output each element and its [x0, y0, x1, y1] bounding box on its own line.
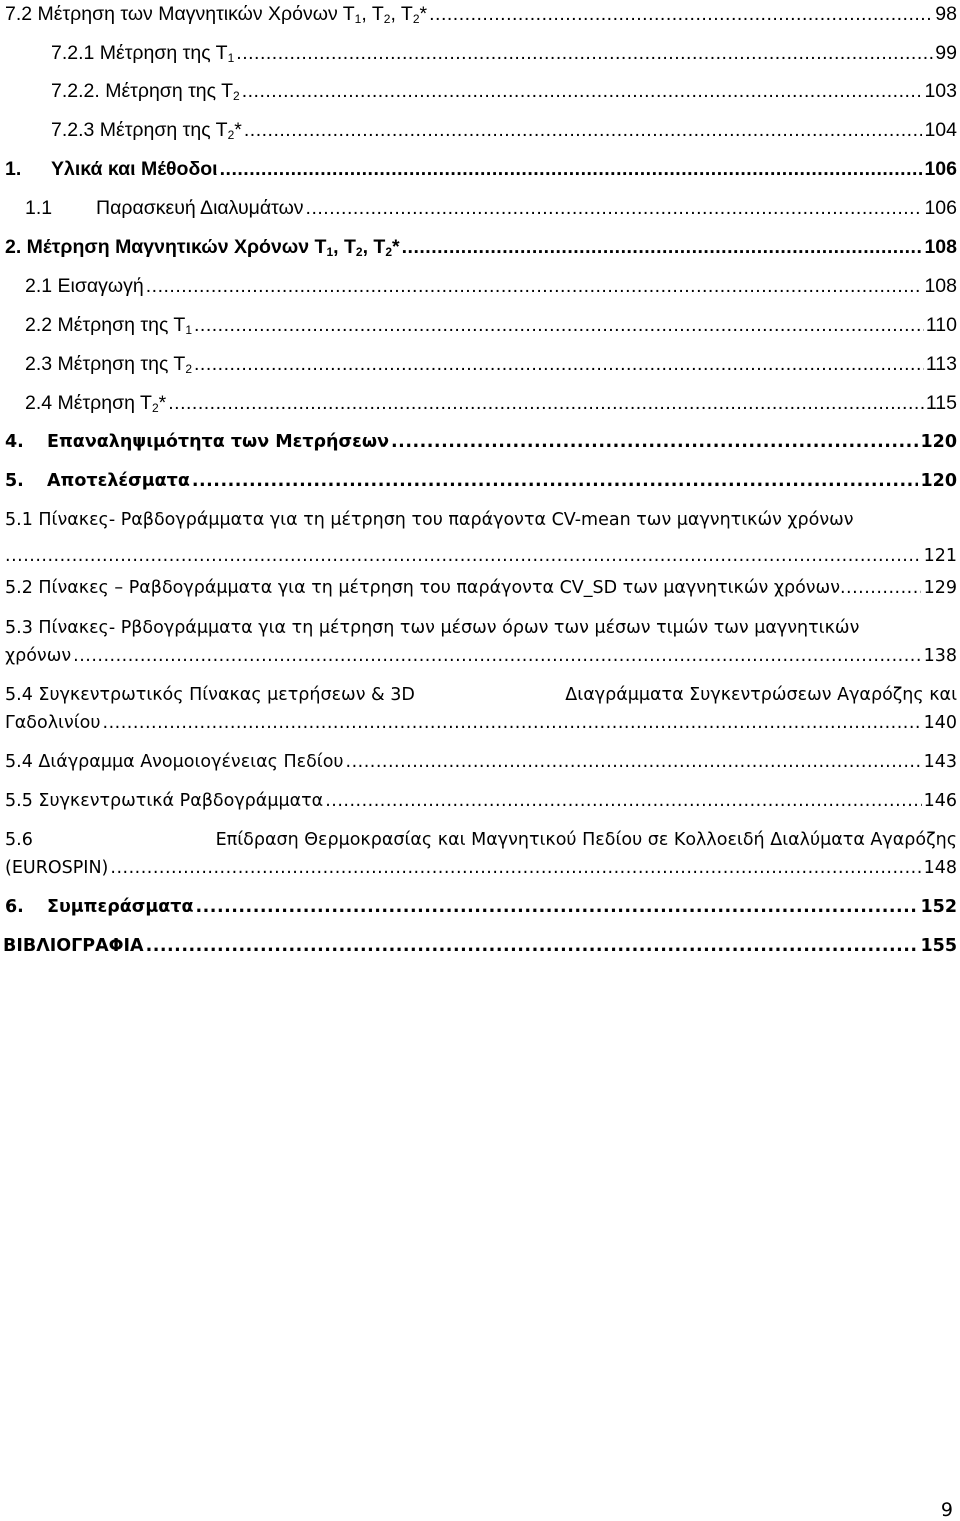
- toc-page-number: 113: [925, 353, 957, 375]
- toc-entry-label: 6. Συμπεράσματα: [5, 897, 194, 917]
- toc-entry-label: 1. Υλικά και Μέθοδοι: [5, 158, 218, 180]
- dot-leader: [5, 544, 922, 568]
- dot-leader: [168, 391, 924, 415]
- toc-page-number: 146: [923, 791, 957, 811]
- toc-entry-2-2[interactable]: [25, 313, 957, 337]
- dot-leader: [840, 576, 921, 600]
- toc-entry-label: 2.4 Μέτρηση $T_2*$: [25, 392, 167, 415]
- toc-entry-5-5[interactable]: [5, 789, 957, 813]
- toc-entry-2-4[interactable]: [25, 391, 957, 415]
- toc-entry-1[interactable]: [5, 157, 957, 181]
- dot-leader: [196, 895, 919, 919]
- toc-entry-label-continued: (EUROSPIN): [5, 858, 109, 878]
- toc-entry-label-continued: Γαδολινίου: [5, 713, 101, 733]
- dot-leader: [73, 644, 921, 668]
- dot-leader: [242, 79, 923, 103]
- toc-entry-label: ΒΙΒΛΙΟΓΡΑΦΙΑ: [3, 936, 144, 956]
- toc-page-number: 106: [924, 158, 957, 180]
- toc-page-number: 99: [935, 42, 957, 64]
- toc-page-number: 120: [920, 432, 957, 452]
- toc-entry-5-2[interactable]: [5, 576, 957, 600]
- toc-entry-label: 5.2 Πίνακες – Ραβδογράμματα για τη μέτρηση του παράγοντα CV_SD των μαγνητικών χρόνων: [5, 578, 840, 598]
- toc-entry-label-part: Διαγράμματα Συγκεντρώσεων Αγαρόζης και: [565, 685, 957, 705]
- toc-entry-bibliography[interactable]: [3, 934, 957, 958]
- toc-entry-2-1[interactable]: [25, 274, 957, 298]
- toc-entry-2[interactable]: [5, 235, 957, 259]
- toc-page-number: 129: [923, 578, 957, 598]
- toc-entry-number: 5.6: [5, 830, 33, 850]
- toc-entry-label: 7.2 Μέτρηση των Μαγνητικών Χρόνων $T_1$, $T_2$, $T_2*$: [5, 3, 428, 26]
- dot-leader: [146, 934, 919, 958]
- toc-entry-2-3[interactable]: [25, 352, 957, 376]
- dot-leader: [194, 313, 924, 337]
- toc-page-number: 104: [924, 119, 957, 141]
- toc-page-number: 121: [923, 546, 957, 566]
- toc-entry-5-4-a[interactable]: [5, 683, 957, 735]
- toc-entry-label: 5.4 Συγκεντρωτικός Πίνακας μετρήσεων & 3D: [5, 685, 415, 705]
- dot-leader: [325, 789, 921, 813]
- toc-entry-label: 7.2.1 Μέτρηση της $T_1$: [51, 42, 235, 65]
- toc-page-number: 155: [920, 936, 957, 956]
- toc-entry-4[interactable]: [5, 430, 957, 454]
- toc-entry-5[interactable]: [5, 469, 957, 493]
- toc-page-number: 138: [923, 646, 957, 666]
- dot-leader: [110, 856, 921, 880]
- toc-entry-label: 2.2 Μέτρηση της $T_1$: [25, 314, 193, 337]
- dot-leader: [306, 196, 923, 220]
- toc-entry-label: 1.1 Παρασκευή Διαλυμάτων: [25, 197, 304, 219]
- toc-page-number: 115: [925, 392, 957, 414]
- toc-entry-label: 2.1 Εισαγωγή: [25, 275, 144, 297]
- toc-entry-label: 5.3 Πίνακες- Ρβδογράμματα για τη μέτρηση των μέσων όρων των μέσων τιμών των μαγνητικών: [5, 618, 860, 638]
- toc-entry-label: 7.2.3 Μέτρηση της $T_2*$: [51, 119, 242, 142]
- toc-entry-5-6[interactable]: [5, 828, 957, 880]
- toc-entry-1-1[interactable]: [25, 196, 957, 220]
- toc-page-number: 148: [923, 858, 957, 878]
- toc-entry-label-continued: χρόνων: [5, 646, 72, 666]
- toc-page-number: 110: [925, 314, 957, 336]
- toc-entry-5-4-b[interactable]: [5, 750, 957, 774]
- toc-page-number: 98: [935, 3, 957, 25]
- dot-leader: [220, 157, 923, 181]
- toc-page-number: 120: [920, 471, 957, 491]
- toc-entry-label: 2. Μέτρηση Μαγνητικών Χρόνων $T_1$, $T_2$, $T_2*$: [5, 236, 400, 259]
- dot-leader: [194, 352, 924, 376]
- toc-entry-label: 5.5 Συγκεντρωτικά Ραβδογράμματα: [5, 791, 324, 811]
- toc-page-number: 108: [924, 236, 957, 258]
- toc-entry-6[interactable]: [5, 895, 957, 919]
- dot-leader: [146, 274, 923, 298]
- dot-leader: [103, 711, 922, 735]
- dot-leader: [429, 2, 933, 26]
- toc-entry-label: 7.2.2. Μέτρηση της $T_2$: [51, 80, 240, 103]
- toc-page-number: 103: [924, 80, 957, 102]
- dot-leader: [236, 41, 933, 65]
- dot-leader: [346, 750, 922, 774]
- toc-page-number: 143: [923, 752, 957, 772]
- dot-leader: [192, 469, 919, 493]
- toc-entry-label: 4. Επαναληψιμότητα των Μετρήσεων: [5, 432, 390, 452]
- toc-entry-label: 5.4 Διάγραμμα Ανομοιογένειας Πεδίου: [5, 752, 344, 772]
- toc-entry-5-1[interactable]: [5, 508, 957, 568]
- toc-entry-7-2[interactable]: [5, 2, 957, 26]
- toc-page-number: 152: [920, 897, 957, 917]
- toc-entry-7-2-2[interactable]: [51, 79, 957, 103]
- toc-entry-7-2-3[interactable]: [51, 118, 957, 142]
- toc-entry-label: Επίδραση Θερμοκρασίας και Μαγνητικού Πεδίου σε Κολλοειδή Διαλύματα Αγαρόζης: [215, 830, 957, 850]
- toc-page-number: 140: [923, 713, 957, 733]
- toc-page-number: 108: [924, 275, 957, 297]
- toc-entry-label: 2.3 Μέτρηση της $T_2$: [25, 353, 193, 376]
- toc-entry-label: 5. Αποτελέσματα: [5, 471, 190, 491]
- toc-entry-7-2-1[interactable]: [51, 41, 957, 65]
- toc-entry-5-3[interactable]: [5, 616, 957, 668]
- toc-page-number: 106: [924, 197, 957, 219]
- dot-leader: [402, 235, 923, 259]
- dot-leader: [391, 430, 918, 454]
- page-number: 9: [940, 1499, 953, 1521]
- toc-entry-label: 5.1 Πίνακες- Ραβδογράμματα για τη μέτρηση του παράγοντα CV-mean των μαγνητικών χρόνων: [5, 510, 854, 530]
- dot-leader: [244, 118, 923, 142]
